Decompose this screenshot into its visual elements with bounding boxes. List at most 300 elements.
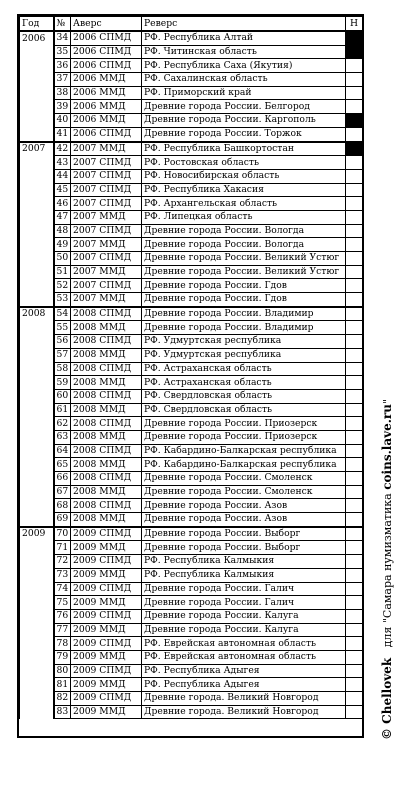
table-row (20, 238, 363, 252)
year-cell (20, 127, 54, 141)
reverse-cell: РФ. Республика Хакасия (142, 183, 346, 197)
obverse-cell: 2006 ММД (71, 73, 142, 87)
obverse-cell: 2007 ММД (71, 210, 142, 224)
table-row (20, 705, 363, 719)
reverse-cell: РФ. Кабардино-Балкарская республика (142, 458, 346, 472)
reverse-cell: РФ. Республика Адыгея (142, 678, 346, 692)
obverse-cell: 2009 ММД (71, 678, 142, 692)
n-mark-empty (346, 582, 363, 596)
n-mark-empty (346, 650, 363, 664)
n-mark-empty (346, 430, 363, 444)
n-mark-empty (346, 637, 363, 651)
obverse-cell: 2009 ММД (71, 705, 142, 719)
reverse-cell: РФ. Республика Адыгея (142, 664, 346, 678)
year-cell (20, 541, 54, 555)
year-cell (20, 321, 54, 335)
reverse-cell: РФ. Республика Саха (Якутия) (142, 59, 346, 73)
year-cell (20, 73, 54, 87)
reverse-cell: РФ. Архангельская область (142, 197, 346, 211)
table-row (20, 513, 363, 527)
table-row (20, 156, 363, 170)
table-row (20, 265, 363, 279)
year-cell (20, 362, 54, 376)
coin-checklist-table (19, 16, 363, 719)
table-row (20, 664, 363, 678)
year-cell (20, 389, 54, 403)
table-row (20, 210, 363, 224)
reverse-cell: РФ. Свердловская область (142, 389, 346, 403)
table-row (20, 499, 363, 513)
n-mark-empty (346, 417, 363, 431)
obverse-cell: 2008 ММД (71, 513, 142, 527)
table-row (20, 485, 363, 499)
number-cell: 60 (54, 389, 71, 403)
reverse-cell: РФ. Удмуртская республика (142, 348, 346, 362)
table-row (20, 596, 363, 610)
obverse-cell: 2008 СПМД (71, 499, 142, 513)
n-mark-empty (346, 705, 363, 719)
table-row (20, 541, 363, 555)
table-row (20, 692, 363, 706)
n-mark-empty (346, 623, 363, 637)
year-cell (20, 156, 54, 170)
year-cell (20, 403, 54, 417)
year-cell (20, 169, 54, 183)
n-mark-empty (346, 265, 363, 279)
number-cell: 81 (54, 678, 71, 692)
n-mark-filled (346, 31, 363, 45)
year-cell: 2009 (20, 527, 54, 541)
table-row (20, 458, 363, 472)
year-cell (20, 197, 54, 211)
table-row (20, 348, 363, 362)
year-cell (20, 45, 54, 59)
table-row (20, 403, 363, 417)
obverse-cell: 2008 СПМД (71, 389, 142, 403)
year-cell (20, 279, 54, 293)
year-cell (20, 183, 54, 197)
number-cell: 37 (54, 73, 71, 87)
n-mark-empty (346, 403, 363, 417)
year-cell (20, 664, 54, 678)
n-mark-empty (346, 444, 363, 458)
table-row (20, 335, 363, 349)
reverse-cell: Древние города России. Приозерск (142, 417, 346, 431)
number-cell: 65 (54, 458, 71, 472)
n-mark-empty (346, 485, 363, 499)
n-mark-empty (346, 376, 363, 390)
obverse-cell: 2009 ММД (71, 650, 142, 664)
obverse-cell: 2006 ММД (71, 86, 142, 100)
year-cell: 2008 (20, 307, 54, 321)
obverse-cell: 2007 ММД (71, 238, 142, 252)
table-row (20, 417, 363, 431)
table-row (20, 197, 363, 211)
obverse-cell: 2009 ММД (71, 623, 142, 637)
year-cell (20, 114, 54, 128)
number-cell: 51 (54, 265, 71, 279)
number-cell: 47 (54, 210, 71, 224)
year-cell (20, 252, 54, 266)
year-cell (20, 472, 54, 486)
reverse-cell: Древние города России. Владимир (142, 321, 346, 335)
reverse-cell: Древние города России. Гдов (142, 279, 346, 293)
watermark-prefix: для "Самара нумизматика (381, 493, 394, 648)
table-row (20, 279, 363, 293)
n-mark-empty (346, 389, 363, 403)
year-cell (20, 568, 54, 582)
table-row (20, 252, 363, 266)
number-cell: 78 (54, 637, 71, 651)
watermark-text (380, 399, 394, 740)
table-row (20, 142, 363, 156)
number-cell: 41 (54, 127, 71, 141)
reverse-cell: РФ. Ростовская область (142, 156, 346, 170)
reverse-cell: РФ. Республика Алтай (142, 31, 346, 45)
year-cell (20, 293, 54, 307)
table-row (20, 444, 363, 458)
header-number: № (54, 17, 71, 32)
number-cell: 43 (54, 156, 71, 170)
number-cell: 70 (54, 527, 71, 541)
year-cell: 2007 (20, 142, 54, 156)
table-row (20, 293, 363, 307)
number-cell: 69 (54, 513, 71, 527)
table-row (20, 678, 363, 692)
obverse-cell: 2006 СПМД (71, 59, 142, 73)
obverse-cell: 2009 ММД (71, 541, 142, 555)
reverse-cell: Древние города России. Приозерск (142, 430, 346, 444)
obverse-cell: 2008 СПМД (71, 417, 142, 431)
number-cell: 77 (54, 623, 71, 637)
reverse-cell: Древние города России. Азов (142, 513, 346, 527)
number-cell: 54 (54, 307, 71, 321)
reverse-cell: Древние города. Великий Новгород (142, 705, 346, 719)
obverse-cell: 2009 СПМД (71, 664, 142, 678)
n-mark-empty (346, 252, 363, 266)
table-row (20, 100, 363, 114)
reverse-cell: РФ. Сахалинская область (142, 73, 346, 87)
reverse-cell: Древние города России. Белгород (142, 100, 346, 114)
table-row (20, 637, 363, 651)
year-cell (20, 678, 54, 692)
table-row (20, 169, 363, 183)
number-cell: 52 (54, 279, 71, 293)
obverse-cell: 2007 ММД (71, 293, 142, 307)
number-cell: 39 (54, 100, 71, 114)
n-mark-empty (346, 86, 363, 100)
table-row (20, 183, 363, 197)
year-cell (20, 430, 54, 444)
obverse-cell: 2006 СПМД (71, 31, 142, 45)
n-mark-empty (346, 499, 363, 513)
number-cell: 63 (54, 430, 71, 444)
number-cell: 76 (54, 609, 71, 623)
year-cell (20, 705, 54, 719)
obverse-cell: 2006 СПМД (71, 45, 142, 59)
table-row (20, 430, 363, 444)
obverse-cell: 2009 СПМД (71, 555, 142, 569)
reverse-cell: РФ. Астраханская область (142, 376, 346, 390)
number-cell: 44 (54, 169, 71, 183)
number-cell: 46 (54, 197, 71, 211)
year-cell (20, 417, 54, 431)
table-row (20, 45, 363, 59)
watermark-copyright: © Chellovek (380, 657, 394, 740)
n-mark-empty (346, 513, 363, 527)
obverse-cell: 2009 СПМД (71, 527, 142, 541)
reverse-cell: Древние города России. Вологда (142, 238, 346, 252)
table-row (20, 321, 363, 335)
obverse-cell: 2007 ММД (71, 142, 142, 156)
year-cell (20, 555, 54, 569)
number-cell: 34 (54, 31, 71, 45)
obverse-cell: 2008 ММД (71, 348, 142, 362)
obverse-cell: 2007 ММД (71, 265, 142, 279)
table-row (20, 224, 363, 238)
year-cell (20, 86, 54, 100)
reverse-cell: РФ. Читинская область (142, 45, 346, 59)
year-cell (20, 650, 54, 664)
n-mark-empty (346, 362, 363, 376)
reverse-cell: Древние города России. Галич (142, 582, 346, 596)
table-row (20, 623, 363, 637)
year-cell (20, 265, 54, 279)
obverse-cell: 2006 СПМД (71, 127, 142, 141)
obverse-cell: 2008 ММД (71, 321, 142, 335)
year-cell (20, 609, 54, 623)
number-cell: 57 (54, 348, 71, 362)
coin-checklist-sheet (17, 14, 364, 738)
n-mark-empty (346, 568, 363, 582)
number-cell: 58 (54, 362, 71, 376)
reverse-cell: Древние города России. Гдов (142, 293, 346, 307)
reverse-cell: РФ. Удмуртская республика (142, 335, 346, 349)
header-reverse: Реверс (142, 17, 346, 32)
n-mark-empty (346, 555, 363, 569)
number-cell: 64 (54, 444, 71, 458)
n-mark-empty (346, 678, 363, 692)
year-cell (20, 582, 54, 596)
table-row (20, 362, 363, 376)
year-cell (20, 444, 54, 458)
reverse-cell: РФ. Липецкая область (142, 210, 346, 224)
n-mark-filled (346, 114, 363, 128)
n-mark-empty (346, 335, 363, 349)
table-row (20, 555, 363, 569)
reverse-cell: РФ. Республика Калмыкия (142, 568, 346, 582)
table-row (20, 527, 363, 541)
year-cell (20, 335, 54, 349)
n-mark-empty (346, 127, 363, 141)
obverse-cell: 2006 ММД (71, 100, 142, 114)
obverse-cell: 2009 СПМД (71, 609, 142, 623)
reverse-cell: РФ. Еврейская автономная область (142, 650, 346, 664)
year-cell (20, 623, 54, 637)
number-cell: 45 (54, 183, 71, 197)
table-row (20, 307, 363, 321)
reverse-cell: РФ. Еврейская автономная область (142, 637, 346, 651)
n-mark-empty (346, 472, 363, 486)
number-cell: 40 (54, 114, 71, 128)
n-mark-empty (346, 541, 363, 555)
reverse-cell: РФ. Кабардино-Балкарская республика (142, 444, 346, 458)
n-mark-filled (346, 142, 363, 156)
table-row (20, 127, 363, 141)
obverse-cell: 2009 СПМД (71, 692, 142, 706)
year-cell (20, 376, 54, 390)
obverse-cell: 2008 ММД (71, 403, 142, 417)
obverse-cell: 2009 ММД (71, 596, 142, 610)
year-cell (20, 238, 54, 252)
number-cell: 35 (54, 45, 71, 59)
n-mark-empty (346, 279, 363, 293)
header-n: Н (346, 17, 363, 32)
n-mark-empty (346, 307, 363, 321)
number-cell: 36 (54, 59, 71, 73)
number-cell: 66 (54, 472, 71, 486)
reverse-cell: РФ. Астраханская область (142, 362, 346, 376)
number-cell: 71 (54, 541, 71, 555)
number-cell: 38 (54, 86, 71, 100)
obverse-cell: 2007 СПМД (71, 183, 142, 197)
number-cell: 80 (54, 664, 71, 678)
number-cell: 50 (54, 252, 71, 266)
reverse-cell: РФ. Новосибирская область (142, 169, 346, 183)
n-mark-empty (346, 156, 363, 170)
table-row (20, 86, 363, 100)
year-cell: 2006 (20, 31, 54, 45)
obverse-cell: 2007 СПМД (71, 169, 142, 183)
year-cell (20, 499, 54, 513)
obverse-cell: 2008 ММД (71, 458, 142, 472)
obverse-cell: 2008 СПМД (71, 444, 142, 458)
n-mark-empty (346, 197, 363, 211)
n-mark-empty (346, 527, 363, 541)
reverse-cell: Древние города России. Калуга (142, 623, 346, 637)
year-cell (20, 485, 54, 499)
number-cell: 67 (54, 485, 71, 499)
n-mark-empty (346, 59, 363, 73)
n-mark-empty (346, 238, 363, 252)
watermark-site: coins.lave.ru (380, 404, 394, 490)
n-mark-empty (346, 224, 363, 238)
reverse-cell: Древние города России. Великий Устюг (142, 265, 346, 279)
obverse-cell: 2008 ММД (71, 430, 142, 444)
reverse-cell: Древние города России. Галич (142, 596, 346, 610)
n-mark-empty (346, 664, 363, 678)
number-cell: 56 (54, 335, 71, 349)
reverse-cell: РФ. Республика Калмыкия (142, 555, 346, 569)
n-mark-empty (346, 293, 363, 307)
obverse-cell: 2008 ММД (71, 485, 142, 499)
number-cell: 79 (54, 650, 71, 664)
year-cell (20, 100, 54, 114)
obverse-cell: 2007 СПМД (71, 252, 142, 266)
n-mark-empty (346, 183, 363, 197)
table-row (20, 114, 363, 128)
reverse-cell: Древние города России. Каргополь (142, 114, 346, 128)
header-obverse: Аверс (71, 17, 142, 32)
reverse-cell: Древние города России. Великий Устюг (142, 252, 346, 266)
year-cell (20, 692, 54, 706)
table-row (20, 73, 363, 87)
n-mark-empty (346, 609, 363, 623)
table-header-row (20, 17, 363, 32)
reverse-cell: Древние города России. Торжок (142, 127, 346, 141)
year-cell (20, 348, 54, 362)
obverse-cell: 2007 СПМД (71, 197, 142, 211)
number-cell: 48 (54, 224, 71, 238)
number-cell: 59 (54, 376, 71, 390)
n-mark-empty (346, 458, 363, 472)
number-cell: 83 (54, 705, 71, 719)
n-mark-empty (346, 348, 363, 362)
n-mark-empty (346, 596, 363, 610)
n-mark-empty (346, 73, 363, 87)
obverse-cell: 2009 СПМД (71, 582, 142, 596)
table-row (20, 650, 363, 664)
year-cell (20, 458, 54, 472)
number-cell: 73 (54, 568, 71, 582)
year-cell (20, 637, 54, 651)
table-row (20, 376, 363, 390)
reverse-cell: Древние города России. Калуга (142, 609, 346, 623)
table-row (20, 582, 363, 596)
obverse-cell: 2009 СПМД (71, 637, 142, 651)
number-cell: 61 (54, 403, 71, 417)
year-cell (20, 224, 54, 238)
obverse-cell: 2008 СПМД (71, 307, 142, 321)
year-cell (20, 59, 54, 73)
number-cell: 55 (54, 321, 71, 335)
number-cell: 75 (54, 596, 71, 610)
year-cell (20, 513, 54, 527)
table-row (20, 59, 363, 73)
reverse-cell: РФ. Республика Башкортостан (142, 142, 346, 156)
number-cell: 49 (54, 238, 71, 252)
table-row (20, 472, 363, 486)
watermark-suffix: " (381, 398, 394, 405)
n-mark-filled (346, 45, 363, 59)
obverse-cell: 2007 СПМД (71, 156, 142, 170)
year-cell (20, 596, 54, 610)
table-row (20, 31, 363, 45)
reverse-cell: Древние города России. Владимир (142, 307, 346, 321)
number-cell: 53 (54, 293, 71, 307)
number-cell: 82 (54, 692, 71, 706)
obverse-cell: 2008 СПМД (71, 335, 142, 349)
table-row (20, 609, 363, 623)
year-cell (20, 210, 54, 224)
table-row (20, 568, 363, 582)
reverse-cell: Древние города России. Выборг (142, 527, 346, 541)
reverse-cell: Древние города. Великий Новгород (142, 692, 346, 706)
reverse-cell: РФ. Свердловская область (142, 403, 346, 417)
n-mark-empty (346, 692, 363, 706)
reverse-cell: Древние города России. Вологда (142, 224, 346, 238)
table-row (20, 389, 363, 403)
n-mark-empty (346, 321, 363, 335)
number-cell: 62 (54, 417, 71, 431)
table-body (20, 31, 363, 719)
obverse-cell: 2008 ММД (71, 376, 142, 390)
number-cell: 42 (54, 142, 71, 156)
number-cell: 74 (54, 582, 71, 596)
obverse-cell: 2009 ММД (71, 568, 142, 582)
reverse-cell: Древние города России. Азов (142, 499, 346, 513)
number-cell: 72 (54, 555, 71, 569)
